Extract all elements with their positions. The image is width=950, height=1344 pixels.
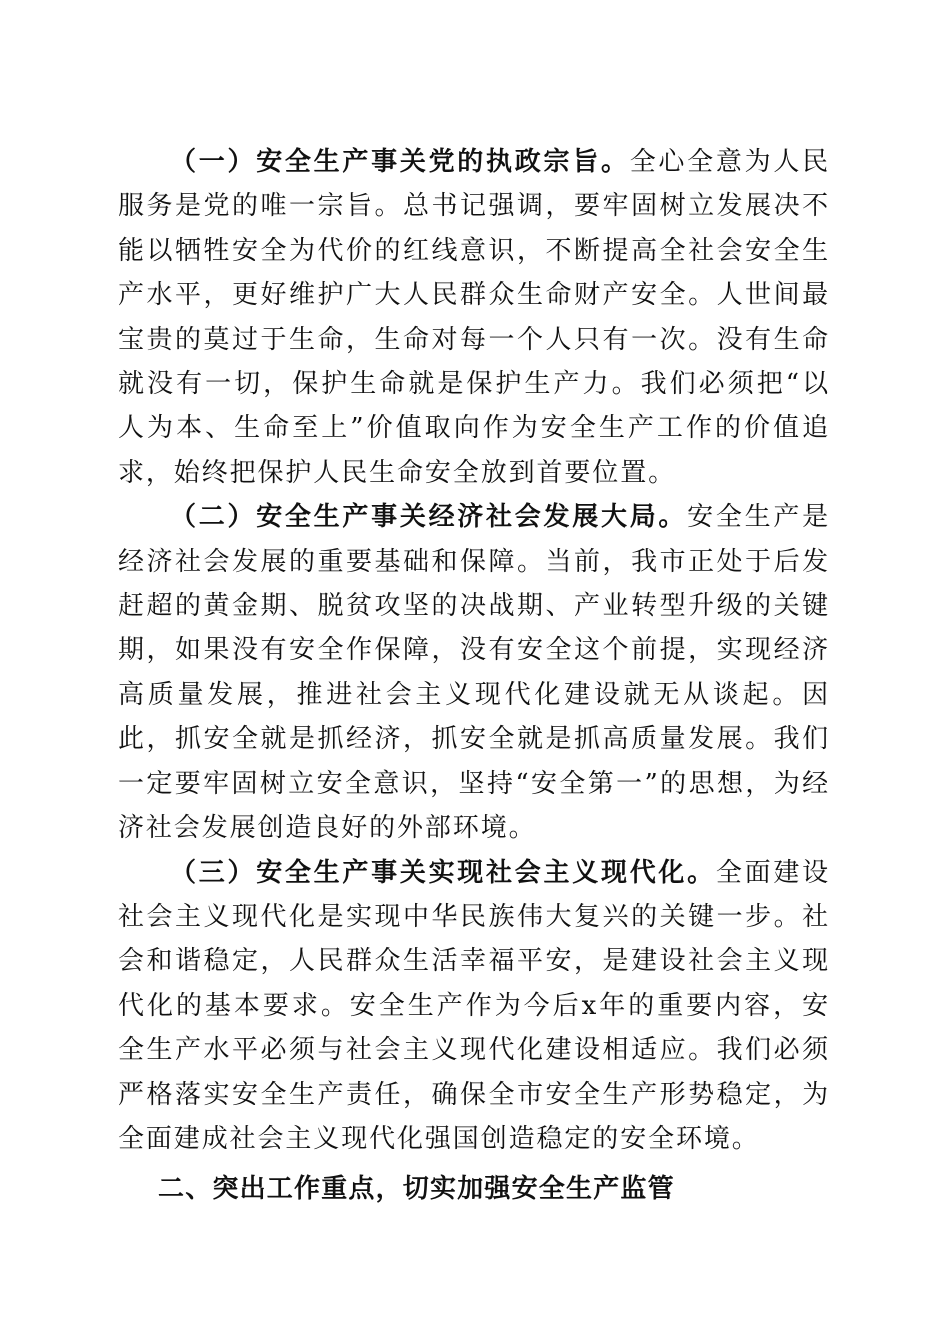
paragraph-text: 全面建设社会主义现代化是实现中华民族伟大复兴的关键一步。社会和谐稳定，人民群众生活幸福平安，是建设社会主义现代化的基本要求。安全生产作为今后x年的重要内容，安全生产水平必须与社会主义现代化建设相适应。我们必须严格落实安全生产责任，确保全市安全生产形势稳定，为全面建成社会主义现代化强国创造稳定的安全环境。 [118,857,830,1154]
paragraph-lead-heading: （三）安全生产事关实现社会主义现代化。 [170,857,716,888]
paragraph-lead-heading: （一）安全生产事关党的执政宗旨。 [170,147,630,177]
paragraph-lead-heading: （二）安全生产事关经济社会发展大局。 [170,502,688,533]
paragraph-text: 安全生产是经济社会发展的重要基础和保障。当前，我市正处于后发赶超的黄金期、脱贫攻坚的决战期、产业转型升级的关键期，如果没有安全作保障，没有安全这个前提，实现经济高质量发展，推进社会主义现代化建设就无从谈起。因此，抓安全就是抓经济，抓安全就是抓高质量发展。我们一定要牢固树立安全意识，坚持“安全第一”的思想，为经济社会发展创造良好的外部环境。 [118,502,830,844]
paragraph-party-purpose [118,140,830,495]
paragraph-economic-development [118,495,830,850]
document-body [118,140,830,1212]
paragraph-socialist-modernization [118,851,830,1162]
section-heading: 二、突出工作重点，切实加强安全生产监管 [158,1174,675,1205]
paragraph-text: 全心全意为人民服务是党的唯一宗旨。总书记强调，要牢固树立发展决不能以牺牲安全为代价的红线意识，不断提高全社会安全生产水平，更好维护广大人民群众生命财产安全。人世间最宝贵的莫过于生命，生命对每一个人只有一次。没有生命就没有一切，保护生命就是保护生产力。我们必须把“以人为本、生命至上”价值取向作为安全生产工作的价值追求，始终把保护人民生命安全放到首要位置。 [118,147,830,488]
